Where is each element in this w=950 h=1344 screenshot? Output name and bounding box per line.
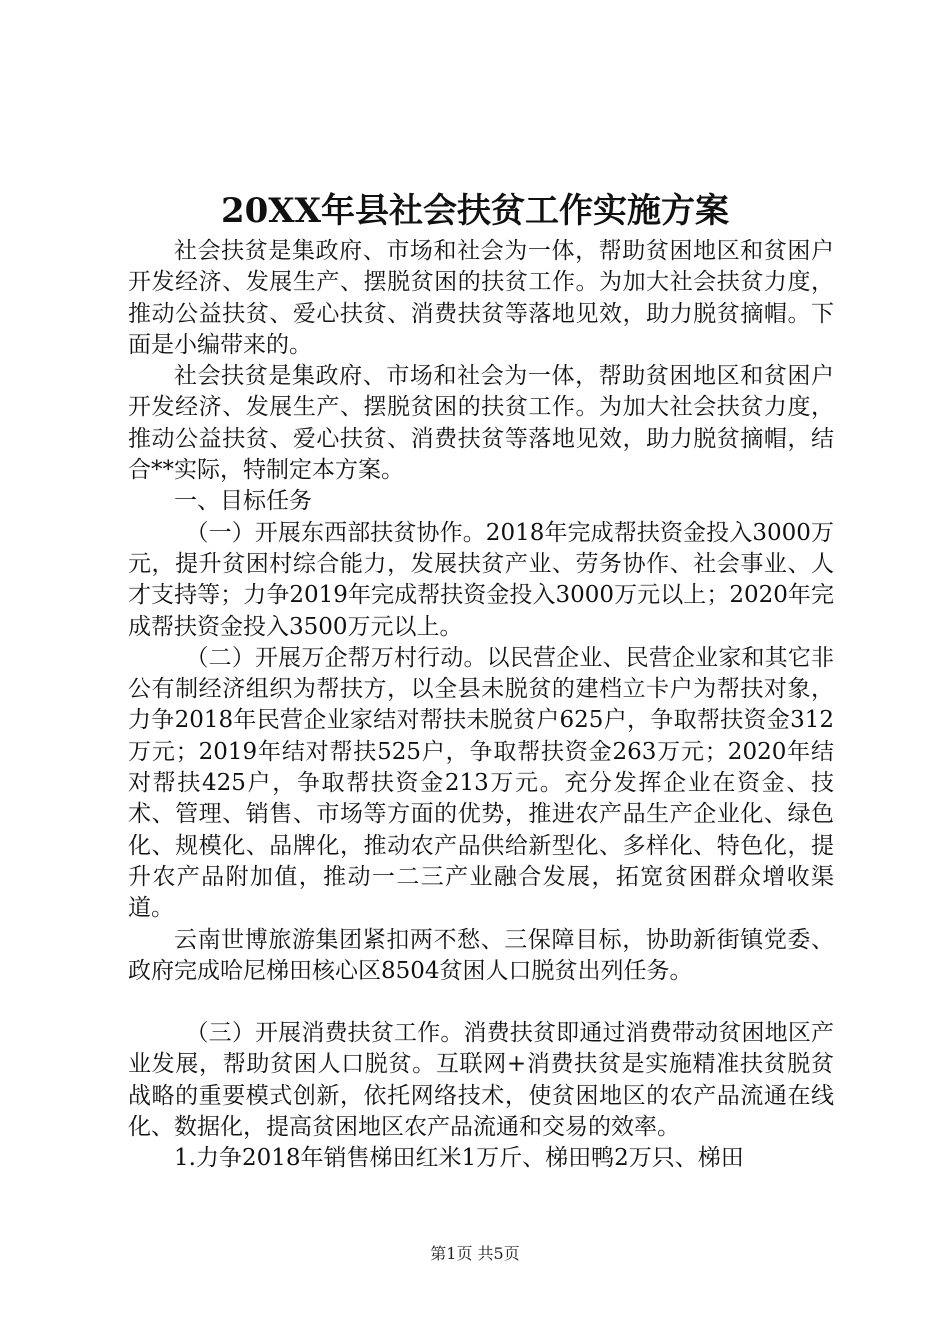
blank-line [128,987,834,1018]
paragraph-item-1: 1.力争2018年销售梯田红米1万斤、梯田鸭2万只、梯田 [174,1145,744,1172]
section-heading-goals: 一、目标任务 [174,488,312,515]
document-title: 20XX年县社会扶贫工作实施方案 [220,191,730,231]
document-body [128,236,834,1175]
paragraph-shibo-group: 云南世博旅游集团紧扣两不愁、三保障目标，协助新街镇党委、政府完成哈尼梯田核心区8504贫困人口脱贫出列任务。 [128,926,834,984]
paragraph-purpose: 社会扶贫是集政府、市场和社会为一体，帮助贫困地区和贫困户开发经济、发展生产、摆脱贫困的扶贫工作。为加大社会扶贫力度，推动公益扶贫、爱心扶贫、消费扶贫等落地见效，助力脱贫摘帽，结合**实际，特制定本方案。 [128,363,834,484]
page-footer: 第1页 共5页 [430,1244,520,1263]
paragraph-east-west-cooperation: （一）开展东西部扶贫协作。2018年完成帮扶资金投入3000万元，提升贫困村综合能力，发展扶贫产业、劳务协作、社会事业、人才支持等；力争2019年完成帮扶资金投入3000万元以上；2020年完成帮扶资金投入3500万元以上。 [128,519,834,640]
paragraph-consumption-poverty: （三）开展消费扶贫工作。消费扶贫即通过消费带动贫困地区产业发展，帮助贫困人口脱贫。互联网+消费扶贫是实施精准扶贫脱贫战略的重要模式创新，依托网络技术，使贫困地区的农产品流通在线化、数据化，提高贫困地区农产品流通和交易的效率。 [128,1020,834,1141]
paragraph-enterprise-village-action: （二）开展万企帮万村行动。以民营企业、民营企业家和其它非公有制经济组织为帮扶方，以全县未脱贫的建档立卡户为帮扶对象，力争2018年民营企业家结对帮扶未脱贫户625户，争取帮扶资金312万元；2019年结对帮扶525户，争取帮扶资金263万元；2020年结对帮扶425户，争取帮扶资金213万元。充分发挥企业在资金、技术、管理、销售、市场等方面的优势，推进农产品生产企业化、绿色化、规模化、品牌化，推动农产品供给新型化、多样化、特色化，提升农产品附加值，推动一二三产业融合发展，拓宽贫困群众增收渠道。 [128,644,834,922]
paragraph-intro: 社会扶贫是集政府、市场和社会为一体，帮助贫困地区和贫困户开发经济、发展生产、摆脱贫困的扶贫工作。为加大社会扶贫力度，推动公益扶贫、爱心扶贫、消费扶贫等落地见效，助力脱贫摘帽。下面是小编带来的。 [128,238,834,358]
